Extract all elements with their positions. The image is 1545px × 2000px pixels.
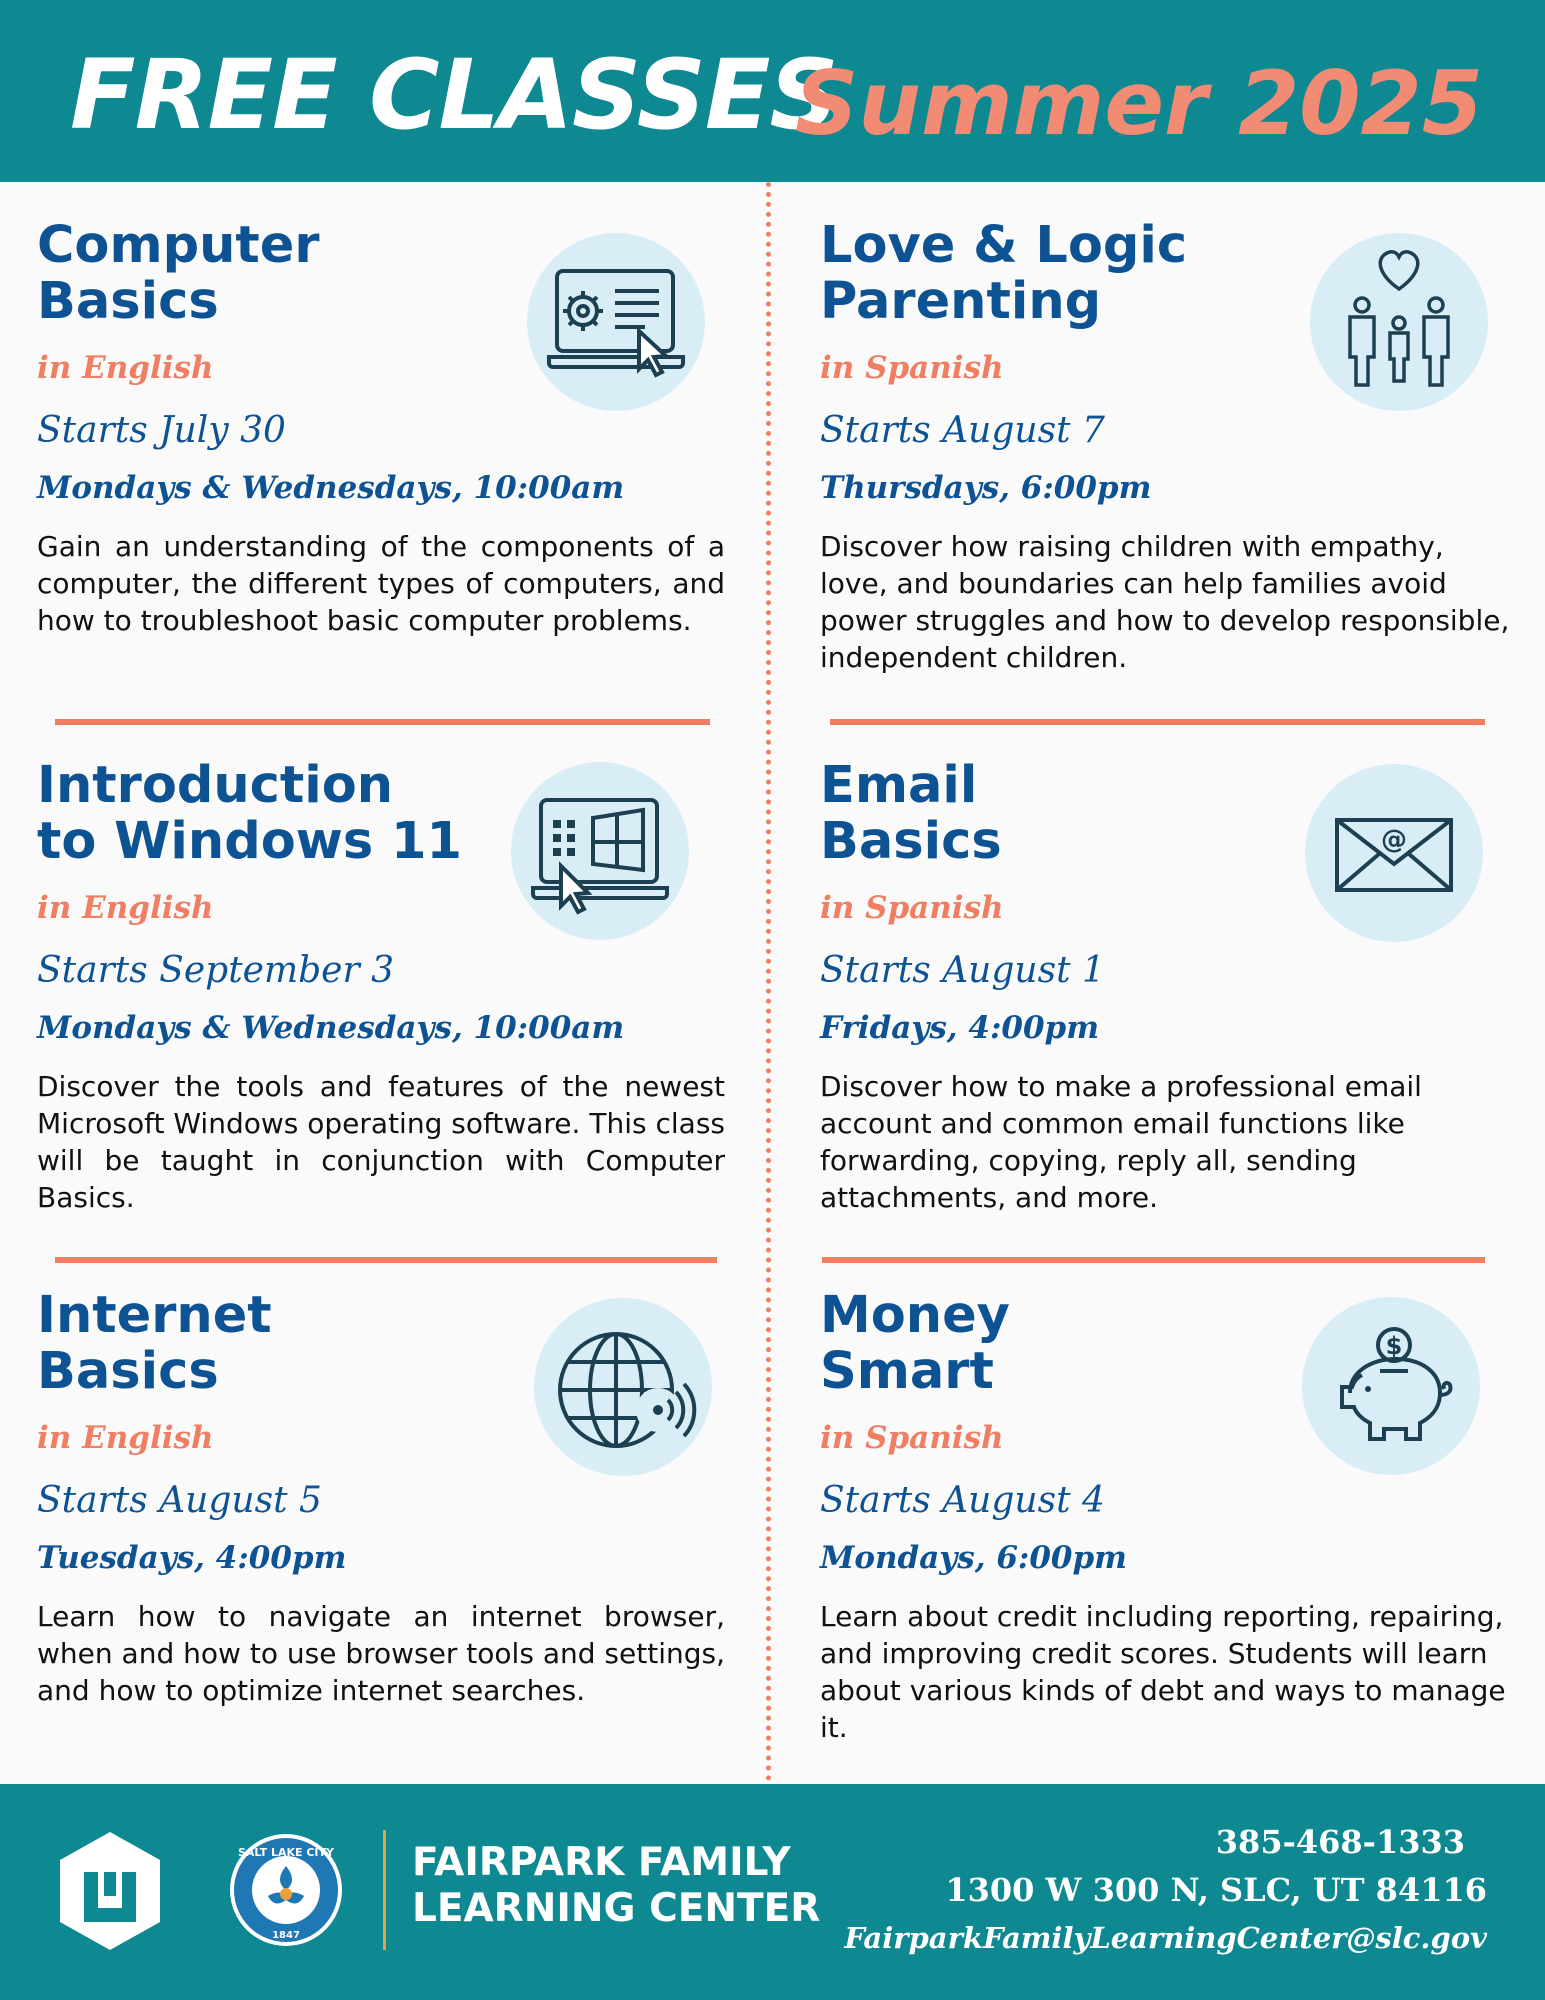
family-heart-icon xyxy=(1310,233,1488,411)
column-divider xyxy=(766,182,771,1782)
class-language: in English xyxy=(37,350,214,386)
class-schedule: Tuesdays, 4:00pm xyxy=(37,1540,347,1576)
header-banner xyxy=(0,0,1545,182)
laptop-settings-icon xyxy=(527,233,705,411)
class-description: Learn about credit including reporting, repairing, and improving credit scores. Students will learn about various kinds of debt and ways to manage it. xyxy=(820,1600,1506,1744)
class-title: Computer Basics xyxy=(37,216,320,331)
class-start-date: Starts August 7 xyxy=(820,410,1105,451)
class-title: Introduction to Windows 11 xyxy=(37,756,462,871)
page-title: FREE CLASSES xyxy=(70,39,838,151)
svg-text:@: @ xyxy=(1381,825,1407,855)
piggy-bank-icon xyxy=(1302,1297,1480,1475)
season-label: Summer 2025 xyxy=(794,52,1483,155)
seal-text: SALT LAKE CITY xyxy=(238,1846,334,1859)
salt-lake-city-seal-icon xyxy=(226,1830,346,1950)
class-schedule: Mondays, 6:00pm xyxy=(820,1540,1127,1576)
class-description: Discover how to make a professional email account and common email functions like forwarding, copying, reply all, sending attachments, and more. xyxy=(820,1070,1422,1214)
class-language: in Spanish xyxy=(820,1420,1004,1456)
class-description: Gain an understanding of the components of a computer, the different types of computers, and how to troubleshoot basic computer problems. xyxy=(37,530,725,637)
contact-info xyxy=(844,1818,1487,1962)
class-language: in Spanish xyxy=(820,890,1004,926)
class-language: in English xyxy=(37,1420,214,1456)
globe-wifi-icon xyxy=(534,1298,712,1476)
phone-number[interactable]: 385-468-1333 xyxy=(1215,1823,1465,1861)
class-language: in Spanish xyxy=(820,350,1004,386)
footer-banner xyxy=(0,1784,1545,2000)
class-title: Internet Basics xyxy=(37,1286,272,1401)
email-address[interactable]: FairparkFamilyLearningCenter@slc.gov xyxy=(844,1921,1487,1955)
svg-text:$: $ xyxy=(1385,1332,1403,1360)
class-schedule: Thursdays, 6:00pm xyxy=(820,470,1152,506)
class-start-date: Starts August 1 xyxy=(820,950,1105,991)
section-divider xyxy=(830,719,1485,725)
class-start-date: Starts August 5 xyxy=(37,1480,322,1521)
section-divider xyxy=(55,719,710,725)
seal-year: 1847 xyxy=(272,1930,300,1941)
section-divider xyxy=(822,1257,1485,1263)
class-start-date: Starts August 4 xyxy=(820,1480,1105,1521)
organization-name: FAIRPARK FAMILY LEARNING CENTER xyxy=(412,1840,821,1931)
windows-laptop-icon xyxy=(511,762,689,940)
class-title: Money Smart xyxy=(820,1286,1010,1401)
class-schedule: Fridays, 4:00pm xyxy=(820,1010,1100,1046)
footer-divider xyxy=(383,1830,386,1950)
class-language: in English xyxy=(37,890,214,926)
section-divider xyxy=(55,1257,717,1263)
class-schedule: Mondays & Wednesdays, 10:00am xyxy=(37,470,625,506)
address: 1300 W 300 N, SLC, UT 84116 xyxy=(945,1871,1487,1909)
email-envelope-icon xyxy=(1305,764,1483,942)
class-title: Love & Logic Parenting xyxy=(820,216,1188,331)
class-start-date: Starts July 30 xyxy=(37,410,286,451)
class-description: Learn how to navigate an internet browser, when and how to use browser tools and settings, and how to optimize internet searches. xyxy=(37,1600,725,1707)
class-description: Discover how raising children with empathy, love, and boundaries can help families avoid power struggles and how to develop responsible, independent children. xyxy=(820,530,1510,674)
fairpark-logo-icon xyxy=(54,1828,166,1954)
class-description: Discover the tools and features of the newest Microsoft Windows operating software. This class will be taught in conjunction with Computer Basics. xyxy=(37,1070,725,1214)
class-schedule: Mondays & Wednesdays, 10:00am xyxy=(37,1010,625,1046)
class-title: Email Basics xyxy=(820,756,1002,871)
class-start-date: Starts September 3 xyxy=(37,950,395,991)
